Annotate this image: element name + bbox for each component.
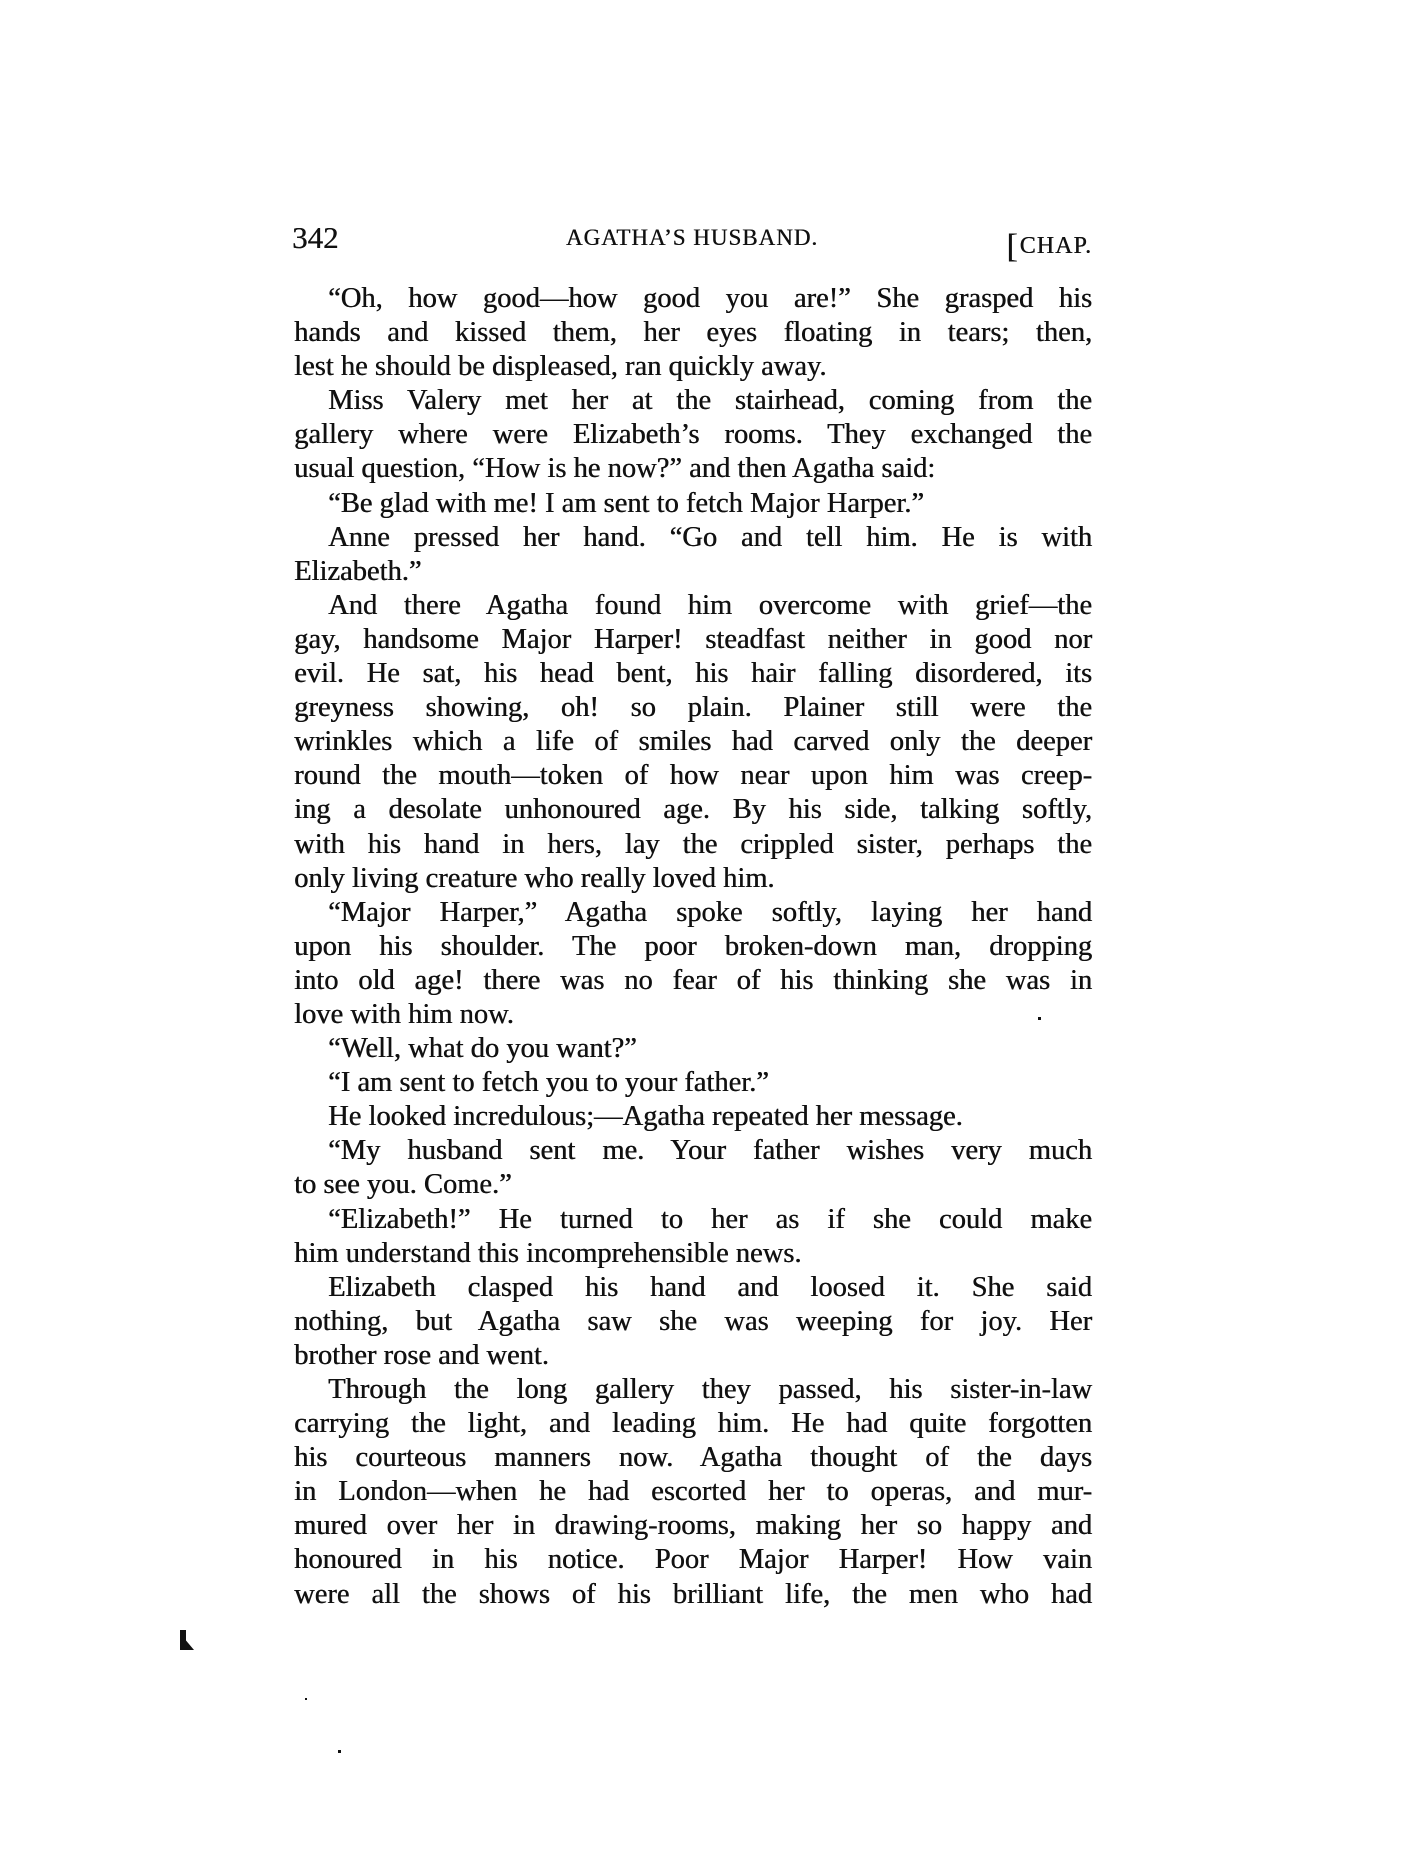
- text-line: Through the long gallery they passed, his sister-in-law: [328, 1374, 1092, 1405]
- page-number: 342: [292, 220, 339, 255]
- text-line: carrying the light, and leading him. He had quite forgotten: [294, 1408, 1092, 1440]
- text-line: his courteous manners now. Agatha thought of the days: [294, 1442, 1092, 1474]
- text-line: gay, handsome Major Harper! steadfast neither in good nor: [294, 623, 1092, 655]
- paragraph: [294, 521, 1092, 589]
- paragraph: [294, 1373, 1092, 1612]
- chapter-marker: [ CHAP.: [1006, 224, 1092, 262]
- text-line: only living creature who really loved him.: [294, 862, 775, 894]
- text-line: Elizabeth clasped his hand and loosed it. She said: [328, 1271, 1092, 1303]
- paragraph: [294, 282, 1092, 384]
- scan-blot: [180, 1640, 194, 1650]
- paragraph: [294, 1271, 1092, 1373]
- text-line: “Well, what do you want?”: [328, 1033, 637, 1065]
- paragraph: [294, 896, 1092, 1032]
- paragraph: [294, 1203, 1092, 1271]
- text-line: were all the shows of his brilliant life, the men who had: [294, 1578, 1092, 1610]
- paragraph: [294, 1032, 1092, 1066]
- text-line: evil. He sat, his head bent, his hair falling disordered, its: [294, 658, 1092, 690]
- running-header: [292, 220, 1092, 260]
- text-line: usual question, “How is he now?” and then Agatha said:: [294, 453, 936, 485]
- text-line: “Elizabeth!” He turned to her as if she could make: [328, 1203, 1092, 1235]
- text-line: Anne pressed her hand. “Go and tell him. He is with: [328, 521, 1092, 553]
- text-line: hands and kissed them, her eyes floating in tears; then,: [294, 317, 1092, 349]
- text-line: wrinkles which a life of smiles had carved only the deeper: [294, 726, 1092, 758]
- text-line: in London—when he had escorted her to operas, and mur-: [294, 1476, 1092, 1508]
- text-line: Elizabeth.”: [294, 555, 422, 587]
- text-line: Miss Valery met her at the stairhead, coming from the: [328, 385, 1092, 417]
- text-line: upon his shoulder. The poor broken-down man, dropping: [294, 930, 1092, 962]
- text-line: with his hand in hers, lay the crippled sister, perhaps the: [294, 828, 1092, 860]
- text-line: love with him now.: [294, 998, 514, 1030]
- text-line: “My husband sent me. Your father wishes very much: [328, 1135, 1092, 1167]
- scan-speck: [338, 1750, 341, 1753]
- text-line: “Oh, how good—how good you are!” She grasped his: [328, 283, 1092, 314]
- paragraph: [294, 1100, 1092, 1134]
- text-line: He looked incredulous;—Agatha repeated her message.: [328, 1101, 963, 1133]
- text-line: to see you. Come.”: [294, 1169, 512, 1201]
- text-line: “Major Harper,” Agatha spoke softly, laying her hand: [328, 896, 1092, 928]
- text-line: him understand this incomprehensible news.: [294, 1237, 802, 1269]
- text-line: “Be glad with me! I am sent to fetch Major Harper.”: [328, 487, 924, 519]
- text-line: round the mouth—token of how near upon him was creep-: [294, 760, 1092, 792]
- paragraph: [294, 1134, 1092, 1202]
- scan-speck: [1038, 1017, 1041, 1020]
- text-line: nothing, but Agatha saw she was weeping for joy. Her: [294, 1305, 1092, 1337]
- text-line: ing a desolate unhonoured age. By his side, talking softly,: [294, 794, 1092, 826]
- page-body-text: [294, 282, 1092, 1612]
- text-line: honoured in his notice. Poor Major Harper! How vain: [294, 1544, 1092, 1576]
- text-line: brother rose and went.: [294, 1339, 549, 1371]
- text-line: lest he should be displeased, ran quickly away.: [294, 351, 827, 383]
- paragraph: [294, 487, 1092, 521]
- paragraph: [294, 384, 1092, 486]
- text-line: greyness showing, oh! so plain. Plainer still were the: [294, 692, 1092, 724]
- scan-speck: [305, 1698, 307, 1700]
- paragraph: [294, 589, 1092, 896]
- text-line: gallery where were Elizabeth’s rooms. They exchanged the: [294, 419, 1092, 451]
- text-line: mured over her in drawing-rooms, making her so happy and: [294, 1510, 1092, 1542]
- paragraph: [294, 1066, 1092, 1100]
- running-title: AGATHA’S HUSBAND.: [565, 225, 819, 250]
- text-line: into old age! there was no fear of his thinking she was in: [294, 964, 1092, 996]
- text-line: “I am sent to fetch you to your father.”: [328, 1067, 769, 1099]
- text-line: And there Agatha found him overcome with grief—the: [328, 589, 1092, 621]
